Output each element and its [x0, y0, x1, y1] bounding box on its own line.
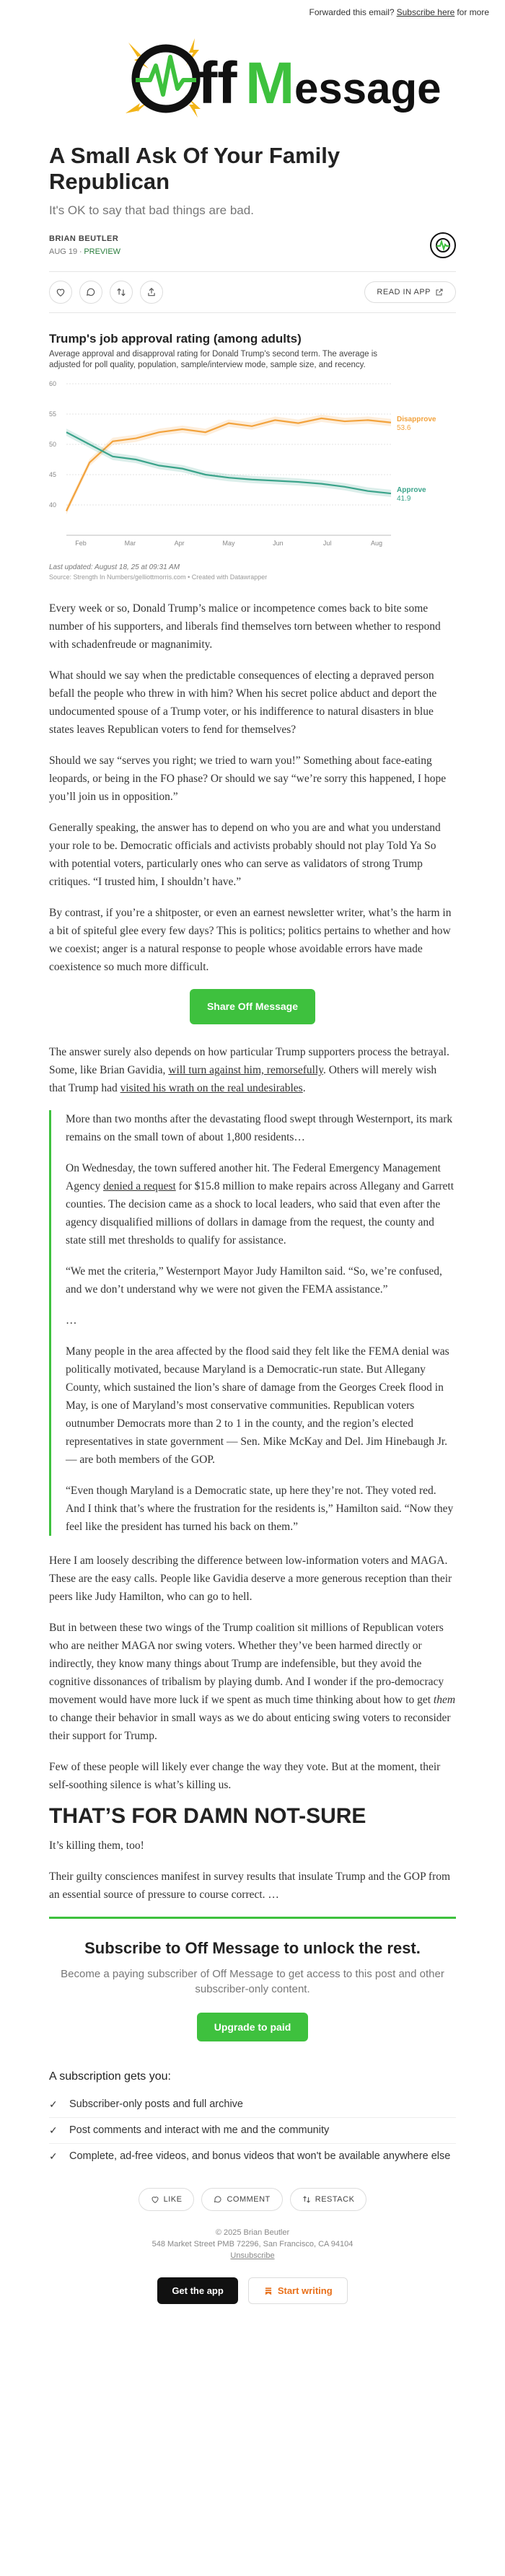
like-button[interactable] — [49, 281, 72, 304]
y-tick-label: 55 — [49, 410, 57, 418]
svg-text:essage: essage — [294, 64, 442, 113]
paywall-subtitle: Become a paying subscriber of Off Message to get access to this post and other subscriber-only content. — [61, 1968, 444, 1995]
post-actions — [49, 271, 456, 313]
footer-actions — [0, 2188, 505, 2211]
post-title[interactable]: A Small Ask Of Your Family Republican — [49, 143, 341, 194]
y-tick-label: 40 — [49, 501, 57, 509]
forward-bar — [0, 0, 505, 25]
benefit-text: Post comments and interact with me and the community — [69, 2124, 330, 2136]
read-in-app-button[interactable] — [364, 281, 456, 303]
x-tick-label: Mar — [124, 540, 136, 547]
author-name[interactable]: BRIAN BEUTLER — [49, 234, 119, 243]
benefit-text: Subscriber-only posts and full archive — [69, 2098, 243, 2110]
series-value-label: 53.6 — [397, 423, 411, 432]
x-tick-label: Apr — [174, 540, 185, 547]
forward-suffix: for more — [457, 7, 489, 17]
publication-logo[interactable] — [0, 25, 505, 133]
inline-link[interactable]: will turn against him, remorsefully — [168, 1064, 323, 1076]
paywall — [49, 1917, 456, 2041]
y-tick-label: 60 — [49, 380, 57, 387]
x-tick-label: Aug — [370, 540, 383, 547]
approval-chart — [49, 332, 456, 581]
chart-source: Source: Strength In Numbers/gelliottmorris.com • Created with Datawrapper — [49, 573, 268, 581]
x-tick-label: Jul — [322, 540, 332, 547]
section-heading: THAT’S FOR DAMN NOT-SURE — [49, 1804, 366, 1828]
quote-paragraph: Many people in the area affected by the flood said they felt like the FEMA denial was politically motivated, because Maryland is a Democratic-run state. But Allegany County, which sustained the lion’s share of damage from the Georges Creek flood in May, is one of Maryland’s most conservative communities. Republican voters outnumber Democrats more than 2 to 1 in the county, and the region’s elected representatives in state government — Sen. Mike McKay and Del. Jim Hinebaugh Jr. — are both members of the GOP. — [66, 1345, 449, 1466]
blockquote — [49, 1110, 456, 1536]
start-writing-label: Start writing — [277, 2285, 333, 2296]
subscribe-link[interactable]: Subscribe here — [396, 7, 455, 17]
paragraph: Every week or so, Donald Trump’s malice or incompetence comes back to bite some number of his supporters, and liberals find themselves torn between whether to respond with schadenfreude or magnanimity. — [49, 602, 441, 651]
y-tick-label: 50 — [49, 441, 57, 448]
svg-text:M: M — [245, 50, 295, 116]
post-date: AUG 19 ∙ PREVIEW — [49, 247, 121, 256]
upgrade-button[interactable]: Upgrade to paid — [197, 2013, 309, 2041]
paywall-title: Subscribe to Off Message to unlock the rest. — [84, 1939, 421, 1957]
share-off-message-button[interactable]: Share Off Message — [190, 989, 315, 1024]
off-message-logo — [108, 28, 442, 129]
restack-icon — [116, 287, 126, 297]
chart-description: Average approval and disapproval rating for Donald Trump's second term. The average is adjusted for poll quality, population, sample/interview mode, sample size, and recency. — [49, 350, 377, 369]
footer-comment-button[interactable] — [201, 2188, 282, 2211]
emphasis: them — [433, 1694, 456, 1706]
footer — [0, 2227, 505, 2261]
text-run: But in between these two wings of the Trump coalition sit millions of Republican voters who are neither MAGA nor swing voters. Whether they’ve been harmed directly or indirectly, they know many things about Trump are indefensible, but they avoid the cognitive dissonances of tribalism by playing dumb. And I wonder if the pro-democracy movement would have more luck if we spent as much time thinking about how to get — [49, 1622, 444, 1706]
footer-like-button[interactable] — [139, 2188, 195, 2211]
footer-restack-button[interactable] — [290, 2188, 367, 2211]
quote-paragraph: More than two months after the devastating flood swept through Westernport, its mark remains on the small town of about 1,800 residents… — [66, 1113, 453, 1143]
series-label: Disapprove — [397, 415, 436, 423]
benefit-item — [49, 2118, 456, 2144]
text-run: On Wednesday, the town suffered another hit. The Federal Emergency Management Agency — [66, 1162, 441, 1192]
substack-icon — [263, 2286, 273, 2296]
external-link-icon — [435, 288, 444, 296]
chart-updated: Last updated: August 18, 25 at 09:31 AM — [49, 563, 180, 571]
share-button[interactable] — [140, 281, 163, 304]
benefits-list — [49, 2070, 456, 2169]
heart-icon — [56, 287, 66, 297]
inline-link[interactable]: denied a request — [103, 1180, 176, 1192]
x-tick-label: May — [222, 540, 235, 547]
x-tick-label: Jun — [273, 540, 284, 547]
chart-title: Trump's job approval rating (among adults) — [49, 332, 302, 346]
paragraph — [49, 1619, 456, 1745]
series-value-label: 41.9 — [397, 495, 411, 504]
series-label: Approve — [397, 486, 426, 495]
publication-avatar[interactable] — [430, 232, 456, 258]
start-writing-button[interactable] — [248, 2277, 348, 2304]
check-icon: ✓ — [49, 2150, 58, 2162]
unsubscribe-link[interactable]: Unsubscribe — [230, 2251, 275, 2260]
app-row — [0, 2277, 505, 2304]
quote-paragraph: “Even though Maryland is a Democratic state, up here they’re not. They voted red. And I think that’s where the frustration for the residents is,” Hamilton said. “Now they feel like the president has turned his back on them.” — [66, 1485, 454, 1533]
paragraph: Generally speaking, the answer has to depend on who you are and what you understand your role to be. Democratic officials and activists probably should not play Told Ya So with potential voters, particularly ones who can serve as validators of strong Trump critiques. “I trusted him, I shouldn’t have.” — [49, 822, 441, 888]
paragraph — [49, 1043, 456, 1097]
text-run: to change their behavior in small ways as we do about enticing swing voters to reconsider their support for Trump. — [49, 1712, 451, 1742]
check-icon: ✓ — [49, 2124, 58, 2136]
post-meta — [49, 232, 456, 258]
read-in-app-label: READ IN APP — [377, 288, 431, 296]
series-line-disapprove — [66, 418, 391, 511]
get-app-button[interactable]: Get the app — [157, 2277, 238, 2304]
comment-icon — [86, 287, 96, 297]
y-tick-label: 45 — [49, 471, 57, 478]
share-icon — [146, 287, 157, 297]
post-header — [0, 133, 505, 313]
heart-icon — [151, 2195, 159, 2204]
paragraph: Their guilty consciences manifest in survey results that insulate Trump and the GOP from an essential source of pressure to course correct. … — [49, 1871, 451, 1901]
paragraph: Here I am loosely describing the difference between low-information voters and MAGA. These are the easy calls. People like Gavidia deserve a more generous reception than their peers like Judy Hamilton, who can go to hell. — [49, 1555, 452, 1603]
x-tick-label: Feb — [75, 540, 87, 547]
comment-label: COMMENT — [227, 2195, 271, 2204]
text-run: . — [302, 1082, 306, 1094]
quote-paragraph: “We met the criteria,” Westernport Mayor Judy Hamilton said. “So, we’re confused, and we don’t understand why we were not given the FEMA assistance.” — [66, 1265, 442, 1296]
share-wrap — [49, 989, 456, 1024]
post-subtitle: It's OK to say that bad things are bad. — [49, 203, 254, 217]
paragraph: It’s killing them, too! — [49, 1839, 144, 1852]
copyright: © 2025 Brian Beutler — [215, 2228, 290, 2237]
forward-prefix: Forwarded this email? — [309, 7, 395, 17]
benefit-item — [49, 2144, 456, 2169]
restack-button[interactable] — [110, 281, 133, 304]
confidence-band — [66, 415, 391, 515]
post-body — [0, 599, 505, 1904]
preview-label: PREVIEW — [84, 247, 121, 256]
paragraph: Few of these people will likely ever change the way they vote. But at the moment, their self-soothing silence is what’s killing us. — [49, 1761, 441, 1791]
comment-button[interactable] — [79, 281, 102, 304]
date-text: AUG 19 — [49, 247, 78, 256]
svg-text:ff: ff — [198, 50, 237, 116]
chart-canvas — [49, 377, 456, 557]
comment-icon — [214, 2195, 222, 2204]
benefits-heading: A subscription gets you: — [49, 2070, 171, 2083]
text-run: The answer surely also depends on how particular Trump supporters process the betrayal. Some, like Brian Gavidia, — [49, 1046, 449, 1076]
quote-paragraph: … — [66, 1314, 77, 1327]
benefit-text: Complete, ad-free videos, and bonus videos that won't be available anywhere else — [69, 2150, 451, 2162]
pulse-icon — [434, 237, 452, 254]
text-run: for $15.8 million to make repairs across Allegany and Garrett counties. The decision came as a shock to local leaders, who said that even after the agency disqualified millions of dollars in damage from the request, the county and state still met thresholds to qualify for assistance. — [66, 1180, 454, 1247]
like-label: LIKE — [163, 2195, 183, 2204]
paragraph: Should we say “serves you right; we tried to warn you!” Something about face-eating leopards, or being in the FO phase? Or should we say “we’re sorry this happened, I hope you’ll join us in opposition.” — [49, 755, 447, 803]
paragraph: By contrast, if you’re a shitposter, or even an earnest newsletter writer, what’s the harm in a bit of spiteful glee every few days? This is politics; politics pertains to whether and how we coexist; anger is a natural response to people whose avoidable errors have made coexistence so much more difficult. — [49, 907, 452, 973]
quote-paragraph — [66, 1159, 456, 1249]
inline-link[interactable]: visited his wrath on the real undesirables — [120, 1082, 303, 1094]
address: 548 Market Street PMB 72296, San Francisco, CA 94104 — [152, 2240, 354, 2248]
paragraph: What should we say when the predictable consequences of electing a depraved person befall the people who threw in with him? When his secret police abduct and deport the undocumented spouse of a Trump voter, or his indifference to natural disasters in blue states leaves Republican voters to fend for themselves? — [49, 669, 437, 736]
restack-label: RESTACK — [315, 2195, 355, 2204]
restack-icon — [302, 2195, 311, 2204]
text-run: . Others will merely wish that Trump had — [49, 1064, 437, 1094]
benefit-item — [49, 2092, 456, 2118]
check-icon: ✓ — [49, 2098, 58, 2110]
